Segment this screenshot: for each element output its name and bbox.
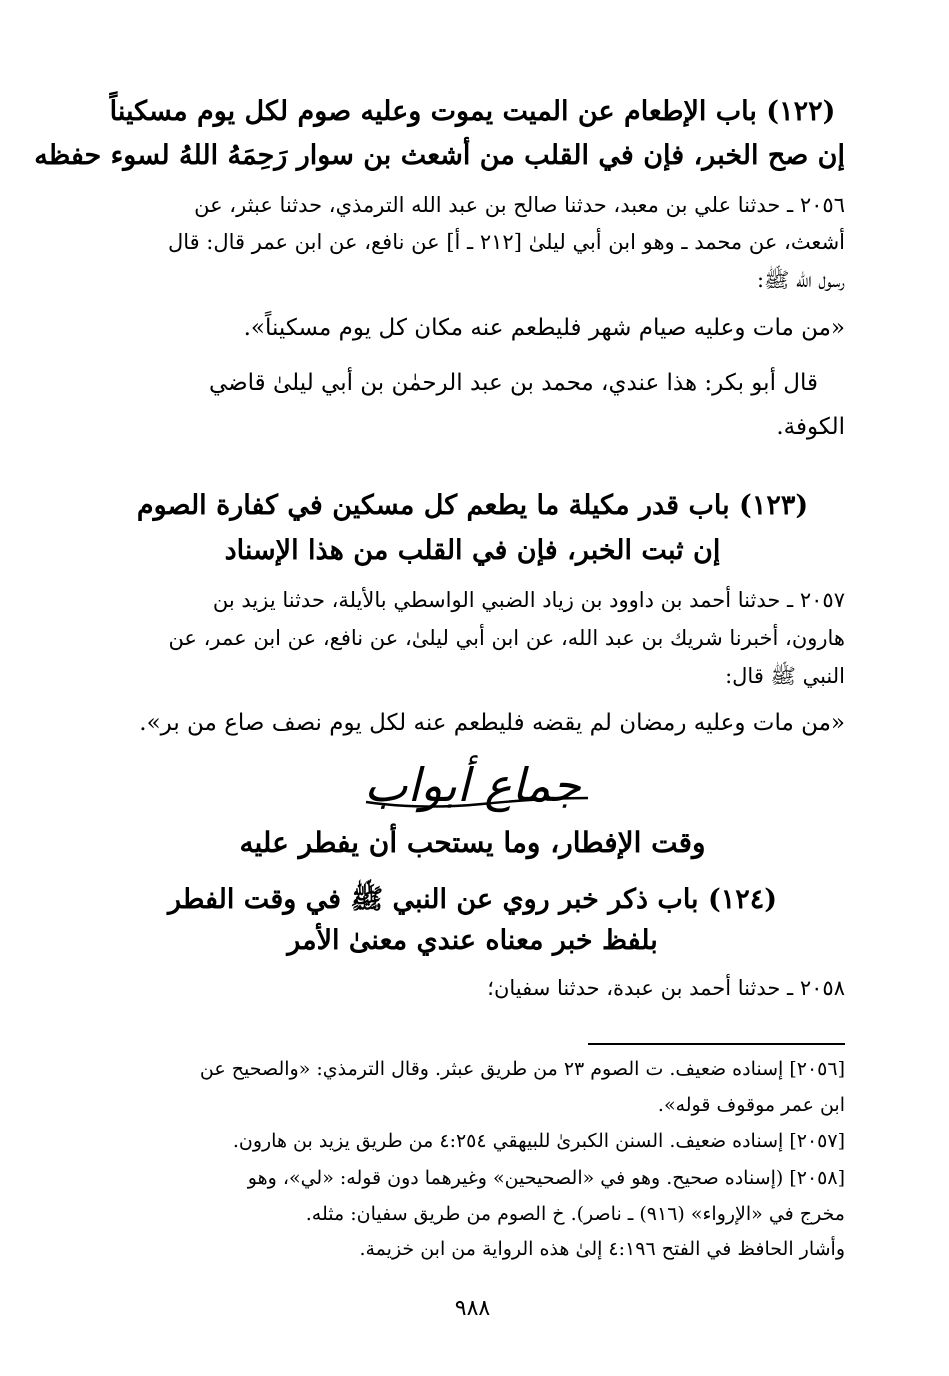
hadith-2056-comment-line2: الكوفة.: [776, 414, 845, 440]
chapter-122-heading-line1: (١٢٢) باب الإطعام عن الميت يموت وعليه صوم لكل يوم مسكيناً: [109, 96, 836, 127]
hadith-2056-comment-line1: قال أبو بكر: هذا عندي، محمد بن عبد الرحمٰن بن أبي ليلىٰ قاضي: [208, 370, 818, 396]
footnote-2056-line2: ابن عمر موقوف قوله».: [657, 1094, 845, 1116]
chapter-124-heading-line2: بلفظ خبر معناه عندي معنىٰ الأمر: [287, 925, 658, 956]
footnote-2058-line3: وأشار الحافظ في الفتح ٤:١٩٦ إلىٰ هذه الرواية من ابن خزيمة.: [359, 1238, 845, 1260]
hadith-2058-line1: ٢٠٥٨ ـ حدثنا أحمد بن عبدة، حدثنا سفيان؛: [487, 976, 845, 1000]
hadith-2056-line2: أشعث، عن محمد ـ وهو ابن أبي ليلىٰ [٢١٢ ـ أ] عن نافع، عن ابن عمر قال: قال: [167, 230, 845, 254]
footnote-2058-line1: [٢٠٥٨] (إسناده صحيح. وهو في «الصحيحين» وغيرهما دون قوله: «لي»، وهو: [247, 1167, 845, 1189]
footnote-separator: [588, 1043, 845, 1045]
hadith-2056-line3: رسول الله ﷺ:: [756, 268, 845, 292]
chapter-123-heading-line1: (١٢٣) باب قدر مكيلة ما يطعم كل مسكين في كفارة الصوم: [136, 490, 809, 521]
footnote-2058-line2: مخرج في «الإرواء» (٩١٦) ـ ناصر). خ الصوم من طريق سفيان: مثله.: [305, 1203, 845, 1225]
hadith-2057-line2: هارون، أخبرنا شريك بن عبد الله، عن ابن أبي ليلىٰ، عن نافع، عن ابن عمر، عن: [168, 626, 845, 650]
footnote-2056-line1: [٢٠٥٦] إسناده ضعيف. ت الصوم ٢٣ من طريق عبثر. وقال الترمذي: «والصحيح عن: [199, 1058, 845, 1080]
chapter-124-heading-line1: (١٢٤) باب ذكر خبر روي عن النبي ﷺ في وقت الفطر: [167, 884, 778, 915]
page-number: ٩٨٨: [454, 1296, 491, 1321]
hadith-2057-line3: النبي ﷺ قال:: [725, 664, 845, 688]
chapter-122-heading-line2: إن صح الخبر، فإن في القلب من أشعث بن سوار رَحِمَهُ اللهُ لسوء حفظه: [34, 140, 845, 171]
hadith-2056-line1: ٢٠٥٦ ـ حدثنا علي بن معبد، حدثنا صالح بن عبد الله الترمذي، حدثنا عبثر، عن: [194, 193, 845, 217]
hadith-2057-line1: ٢٠٥٧ ـ حدثنا أحمد بن داوود بن زياد الضبي الواسطي بالأيلة، حدثنا يزيد بن: [212, 588, 845, 612]
jimaa-flourish: [362, 792, 592, 812]
hadith-2056-matn: «من مات وعليه صيام شهر فليطعم عنه مكان كل يوم مسكيناً».: [243, 315, 845, 341]
section-jimaa-abwab: جماع أبواب: [364, 758, 581, 812]
footnote-2057: [٢٠٥٧] إسناده ضعيف. السنن الكبرىٰ للبيهقي ٤:٢٥٤ من طريق يزيد بن هارون.: [232, 1130, 845, 1152]
section-title: وقت الإفطار، وما يستحب أن يفطر عليه: [239, 826, 706, 859]
chapter-123-heading-line2: إن ثبت الخبر، فإن في القلب من هذا الإسناد: [224, 535, 721, 566]
hadith-2057-matn: «من مات وعليه رمضان لم يقضه فليطعم عنه لكل يوم نصف صاع من بر».: [139, 710, 845, 736]
